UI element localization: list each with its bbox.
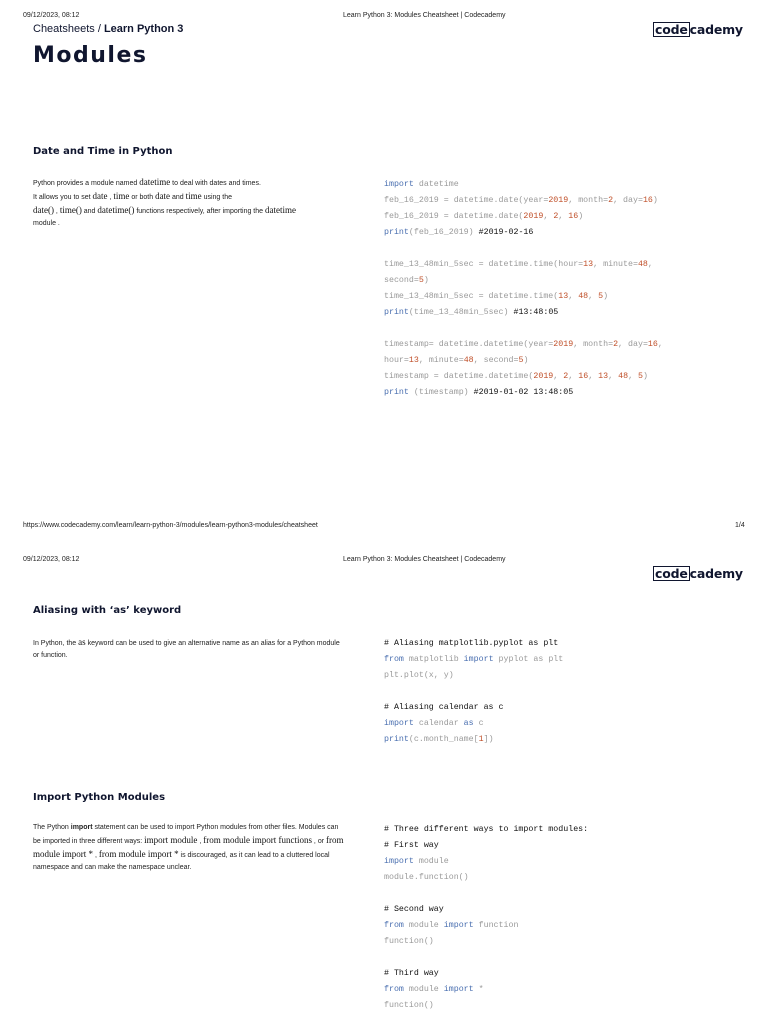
- code-line: [384, 321, 663, 337]
- print-timestamp: 09/12/2023, 08:12: [23, 12, 80, 19]
- code-line: timestamp= datetime.datetime(year=2019, month=2, day=16,: [384, 340, 663, 349]
- code-line: feb_16_2019 = datetime.date(2019, 2, 16): [384, 212, 584, 221]
- codecademy-logo-page2[interactable]: [653, 566, 743, 581]
- inline-code: from module import *: [33, 835, 344, 859]
- code-line: print(time_13_48min_5sec) #13:48:05: [384, 308, 559, 317]
- page-title: Modules: [33, 43, 148, 68]
- logo-cademy-text: cademy: [689, 566, 743, 581]
- inline-code: time(): [59, 205, 82, 215]
- code-line: # Third way: [384, 969, 439, 978]
- inline-code: datetime(): [97, 205, 135, 215]
- inline-code: from module import functions: [203, 835, 312, 845]
- code-line: import datetime: [384, 180, 459, 189]
- breadcrumb-cheatsheets[interactable]: Cheatsheets: [33, 23, 95, 35]
- print-footer-url[interactable]: https://www.codecademy.com/learn/learn-python-3/modules/learn-python3-modules/cheatsheet: [23, 522, 318, 529]
- inline-code: date(): [33, 205, 54, 215]
- section-description-import: The Python import statement can be used to import Python modules from other files. Modules can be imported in three different ways: import module , from module import functions , or from module import * , from module import * is discouraged, as it can lead to a cluttered local namespace and can make the namespace unclear.: [33, 824, 344, 871]
- logo-code-box: code: [655, 22, 688, 37]
- code-line: # Second way: [384, 905, 444, 914]
- code-line: feb_16_2019 = datetime.date(year=2019, month=2, day=16): [384, 196, 658, 205]
- code-line: module.function(): [384, 873, 469, 882]
- print-timestamp-page2: 09/12/2023, 08:12: [23, 556, 80, 563]
- inline-code: time: [185, 191, 202, 201]
- code-line: [384, 241, 663, 257]
- code-line: # Aliasing calendar as c: [384, 703, 504, 712]
- inline-code: date: [92, 191, 108, 201]
- breadcrumb: [33, 23, 183, 35]
- code-line: time_13_48min_5sec = datetime.time(hour=13, minute=48,: [384, 260, 653, 269]
- code-line: second=5): [384, 276, 429, 285]
- logo-cademy-text: cademy: [689, 22, 743, 37]
- inline-code: import module: [144, 835, 198, 845]
- code-block-alias: [384, 636, 563, 748]
- code-line: from module import *: [384, 985, 484, 994]
- codecademy-logo[interactable]: [653, 22, 743, 37]
- code-block-import: [384, 822, 588, 1014]
- code-block-datetime: [384, 177, 663, 401]
- code-line: [384, 684, 563, 700]
- code-line: # Aliasing matplotlib.pyplot as plt: [384, 639, 559, 648]
- code-line: print(c.month_name[1]): [384, 735, 494, 744]
- code-line: import calendar as c: [384, 719, 484, 728]
- code-line: import module: [384, 857, 449, 866]
- code-line: # First way: [384, 841, 439, 850]
- logo-code-box: code: [655, 566, 688, 581]
- section-description-alias: In Python, the as keyword can be used to give an alternative name as an alias for a Python module or function.: [33, 637, 340, 659]
- breadcrumb-course[interactable]: Learn Python 3: [103, 23, 184, 35]
- section-heading-import: Import Python Modules: [33, 792, 166, 803]
- section-description-datetime: Python provides a module named datetime to deal with dates and times. It allows you to set date , time or both date and time using the date() , time() and datetime() functions respectively, after importing the datetime module .: [33, 177, 296, 227]
- code-line: from module import function: [384, 921, 519, 930]
- code-line: function(): [384, 937, 434, 946]
- code-line: hour=13, minute=48, second=5): [384, 356, 529, 365]
- inline-code: date: [155, 191, 171, 201]
- print-doc-title: Learn Python 3: Modules Cheatsheet | Codecademy: [343, 12, 506, 19]
- code-line: time_13_48min_5sec = datetime.time(13, 48, 5): [384, 292, 609, 301]
- code-line: from matplotlib import pyplot as plt: [384, 655, 564, 664]
- inline-code: time: [113, 191, 130, 201]
- inline-code: as: [78, 637, 86, 647]
- code-line: plt.plot(x, y): [384, 671, 454, 680]
- code-line: print (timestamp) #2019-01-02 13:48:05: [384, 388, 574, 397]
- inline-code: from module import *: [98, 849, 179, 859]
- section-heading-alias: Aliasing with ‘as’ keyword: [33, 605, 182, 616]
- code-line: print(feb_16_2019) #2019-02-16: [384, 228, 534, 237]
- inline-bold: import: [70, 824, 93, 831]
- code-line: [384, 950, 588, 966]
- print-doc-title-page2: Learn Python 3: Modules Cheatsheet | Codecademy: [343, 556, 506, 563]
- code-line: [384, 886, 588, 902]
- inline-code: datetime: [265, 205, 296, 215]
- breadcrumb-separator: /: [94, 23, 104, 35]
- inline-code: datetime: [139, 177, 171, 187]
- code-line: # Three different ways to import modules:: [384, 825, 589, 834]
- code-line: timestamp = datetime.datetime(2019, 2, 16, 13, 48, 5): [384, 372, 648, 381]
- code-line: function(): [384, 1001, 434, 1010]
- print-page-number: 1/4: [735, 522, 745, 529]
- section-heading-datetime: Date and Time in Python: [33, 146, 173, 157]
